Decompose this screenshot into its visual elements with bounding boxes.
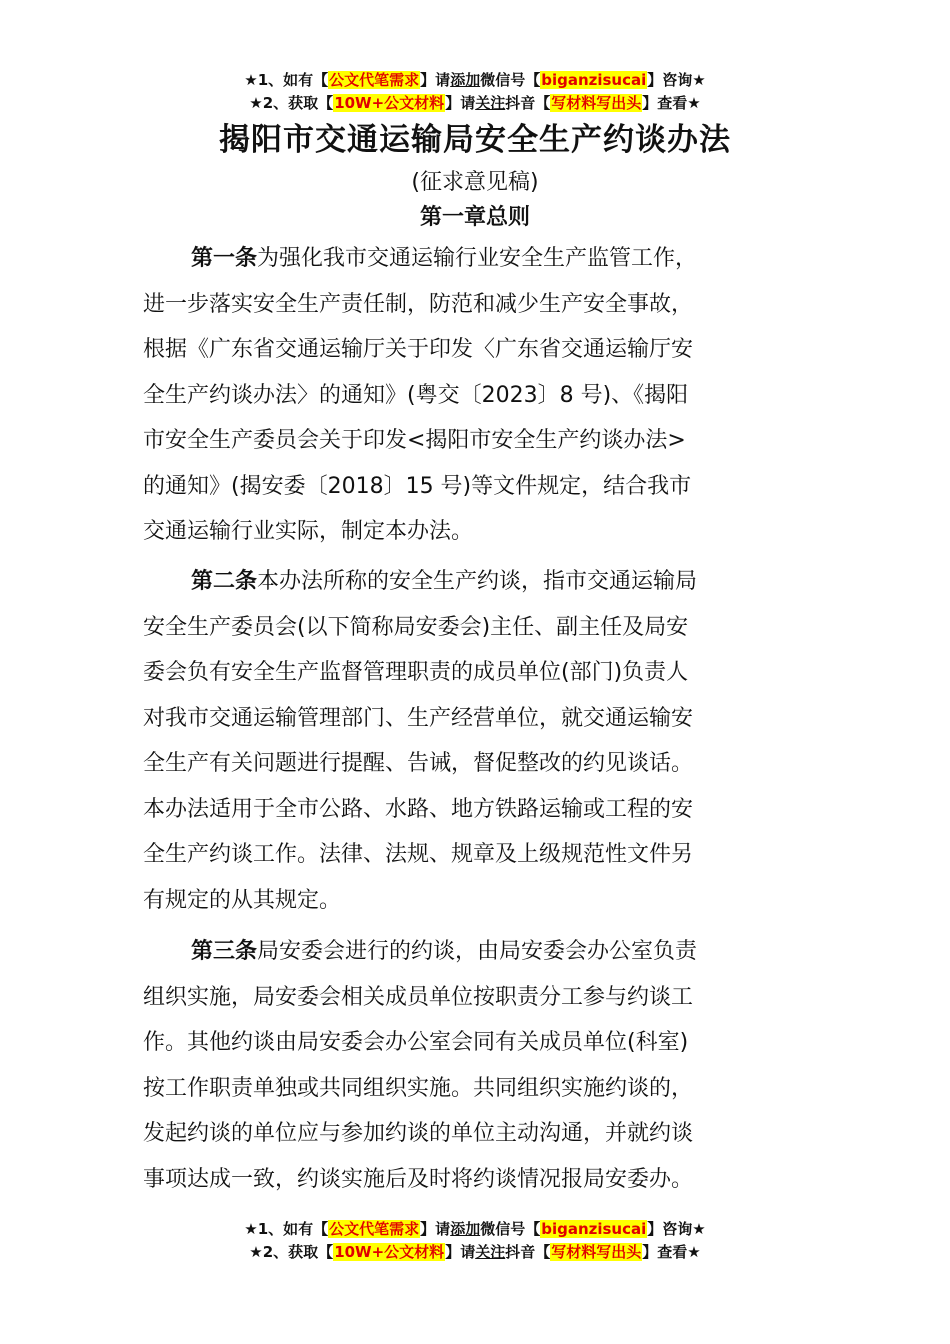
top-banner — [0, 69, 950, 115]
article-head: 第一条 — [191, 246, 258, 271]
article-line: 全生产约谈办法〉的通知》(粤交〔2023〕8 号)、《揭阳 — [143, 382, 689, 408]
banner-text: 微信号【 — [480, 1220, 541, 1238]
banner-text: 】查看★ — [642, 1243, 701, 1261]
banner-line-2 — [0, 1241, 950, 1264]
article-line: 对我市交通运输管理部门、生产经营单位，就交通运输安 — [143, 705, 694, 731]
article-2 — [143, 559, 798, 923]
article-line: 组织实施，局安委会相关成员单位按职责分工参与约谈工 — [143, 984, 694, 1010]
article-1 — [143, 236, 798, 555]
article-line: 进一步落实安全生产责任制，防范和减少生产安全事故， — [143, 291, 694, 317]
banner-text: ★2、获取【 — [249, 94, 334, 112]
article-line: 委会负有安全生产监督管理职责的成员单位(部门)负责人 — [143, 660, 689, 685]
banner-text: 】请 — [420, 1220, 451, 1238]
article-line: 根据《广东省交通运输厅关于印发〈广东省交通运输厅安 — [143, 337, 694, 362]
banner-highlight: 公文代笔需求 — [329, 1220, 420, 1238]
banner-text: 抖音【 — [505, 94, 551, 112]
article-head: 第二条 — [191, 569, 258, 594]
banner-line-2 — [0, 92, 950, 115]
banner-text: 】咨询★ — [647, 71, 706, 89]
document-title: 揭阳市交通运输局安全生产约谈办法 — [219, 122, 731, 158]
article-line — [143, 929, 798, 975]
banner-line-1 — [0, 1218, 950, 1241]
banner-text: 】咨询★ — [647, 1220, 706, 1238]
banner-text: 】查看★ — [642, 94, 701, 112]
article-line: 全生产有关问题进行提醒、告诫，督促整改的约见谈话。 — [143, 751, 694, 776]
article-line: 作。其他约谈由局安委会办公室会同有关成员单位(科室) — [143, 1030, 689, 1055]
article-line — [143, 559, 798, 605]
article-line: 全生产约谈工作。法律、法规、规章及上级规范性文件另 — [143, 842, 694, 867]
banner-text: ★2、获取【 — [249, 1243, 334, 1261]
article-line: 发起约谈的单位应与参加约谈的单位主动沟通，并就约谈 — [143, 1121, 694, 1146]
banner-text: 】请 — [445, 1243, 476, 1261]
banner-highlight: 写材料写出头 — [551, 94, 642, 112]
document-subtitle: (征求意见稿) — [411, 170, 539, 195]
article-line: 本办法适用于全市公路、水路、地方铁路运输或工程的安 — [143, 796, 694, 822]
banner-text: ★1、如有【 — [244, 71, 329, 89]
banner-text: ★1、如有【 — [244, 1220, 329, 1238]
article-text: 本办法所称的安全生产约谈，指市交通运输局 — [257, 569, 698, 594]
article-line: 安全生产委员会(以下简称局安委会)主任、副主任及局安 — [143, 614, 689, 640]
article-head: 第三条 — [191, 939, 258, 964]
article-text: 为强化我市交通运输行业安全生产监管工作， — [257, 246, 698, 271]
banner-text: 】请 — [445, 94, 476, 112]
article-line — [143, 236, 798, 282]
article-line: 的通知》(揭安委〔2018〕15 号)等文件规定，结合我市 — [143, 473, 692, 499]
banner-highlight: 10W+公文材料 — [334, 94, 445, 112]
banner-text: 微信号【 — [480, 71, 541, 89]
banner-highlight: 10W+公文材料 — [334, 1243, 445, 1261]
article-line: 市安全生产委员会关于印发<揭阳市安全生产约谈办法> — [143, 428, 686, 453]
article-line: 交通运输行业实际，制定本办法。 — [143, 519, 474, 544]
banner-highlight: 写材料写出头 — [551, 1243, 642, 1261]
chapter-heading: 第一章总则 — [419, 205, 530, 230]
banner-text: 抖音【 — [505, 1243, 551, 1261]
banner-highlight: biganzisucai — [541, 71, 647, 89]
banner-underline: 关注 — [475, 94, 506, 112]
banner-underline: 添加 — [450, 1220, 481, 1238]
article-3 — [143, 929, 798, 1202]
article-line: 有规定的从其规定。 — [143, 887, 342, 913]
bottom-banner — [0, 1218, 950, 1264]
banner-underline: 关注 — [475, 1243, 506, 1261]
article-line: 按工作职责单独或共同组织实施。共同组织实施约谈的， — [143, 1075, 694, 1101]
banner-highlight: 公文代笔需求 — [329, 71, 420, 89]
banner-line-1 — [0, 69, 950, 92]
banner-underline: 添加 — [450, 71, 481, 89]
banner-highlight: biganzisucai — [541, 1220, 647, 1238]
banner-text: 】请 — [420, 71, 451, 89]
article-text: 局安委会进行的约谈，由局安委会办公室负责 — [257, 939, 698, 964]
article-line: 事项达成一致，约谈实施后及时将约谈情况报局安委办。 — [143, 1166, 694, 1192]
